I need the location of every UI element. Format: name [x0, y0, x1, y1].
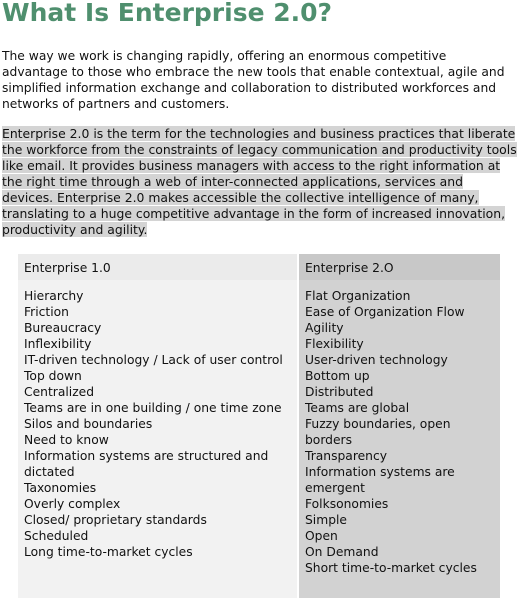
enterprise-2-item: Information systems are emergent	[305, 465, 455, 495]
enterprise-2-item: Flat Organization	[305, 289, 411, 303]
comparison-table	[18, 254, 500, 598]
enterprise-2-header: Enterprise 2.O	[299, 254, 500, 280]
enterprise-1-item: Long time-to-market cycles	[24, 545, 193, 559]
enterprise-1-item: Need to know	[24, 433, 109, 447]
enterprise-2-item: User-driven technology	[305, 353, 448, 367]
enterprise-1-item: Closed/ proprietary standards	[24, 513, 207, 527]
definition-text: Enterprise 2.0 is the term for the technologies and business practices that liberate the workforce from the constraints of legacy communication and productivity tools like email. It provides business managers with access to the right information at the right time through a web of inter-connected applications, services and devices. Enterprise 2.0 makes accessible the collective intelligence of many, translating to a huge competitive advantage in the form of increased innovation, productivity and agility.	[2, 126, 517, 237]
enterprise-2-item: Agility	[305, 321, 344, 335]
enterprise-2-column	[299, 254, 500, 598]
enterprise-1-item: Overly complex	[24, 497, 121, 511]
page-title: What Is Enterprise 2.0?	[2, 0, 333, 27]
enterprise-1-item: Top down	[24, 369, 82, 383]
enterprise-2-item: Open	[305, 529, 338, 543]
enterprise-1-item: Silos and boundaries	[24, 417, 153, 431]
enterprise-2-item: Teams are global	[305, 401, 410, 415]
enterprise-2-item: Short time-to-market cycles	[305, 561, 477, 575]
enterprise-2-item: Simple	[305, 513, 347, 527]
enterprise-2-item: Ease of Organization Flow	[305, 305, 465, 319]
enterprise-2-list	[299, 288, 500, 576]
enterprise-2-item: Bottom up	[305, 369, 370, 383]
enterprise-1-item: Taxonomies	[24, 481, 97, 495]
enterprise-2-item: Flexibility	[305, 337, 364, 351]
enterprise-2-item: Transparency	[305, 449, 388, 463]
enterprise-2-item: Distributed	[305, 385, 374, 399]
enterprise-1-item: IT-driven technology / Lack of user control	[24, 353, 283, 367]
definition-paragraph	[2, 126, 517, 238]
enterprise-1-header: Enterprise 1.0	[18, 254, 297, 280]
enterprise-1-item: Bureaucracy	[24, 321, 102, 335]
enterprise-1-item: Information systems are structured and dictated	[24, 449, 269, 479]
enterprise-1-item: Hierarchy	[24, 289, 84, 303]
enterprise-1-item: Friction	[24, 305, 69, 319]
enterprise-1-item: Teams are in one building / one time zone	[24, 401, 282, 415]
enterprise-1-item: Inflexibility	[24, 337, 92, 351]
enterprise-2-item: Folksonomies	[305, 497, 389, 511]
enterprise-2-item: Fuzzy boundaries, open borders	[305, 417, 451, 447]
enterprise-1-item: Centralized	[24, 385, 95, 399]
intro-paragraph: The way we work is changing rapidly, offering an enormous competitive advantage to those who embrace the new tools that enable contextual, agile and simplified information exchange and collaboration to distributed workforces and networks of partners and customers.	[2, 49, 505, 111]
enterprise-2-item: On Demand	[305, 545, 379, 559]
enterprise-1-list	[18, 288, 297, 560]
enterprise-1-column	[18, 254, 297, 598]
enterprise-1-item: Scheduled	[24, 529, 89, 543]
